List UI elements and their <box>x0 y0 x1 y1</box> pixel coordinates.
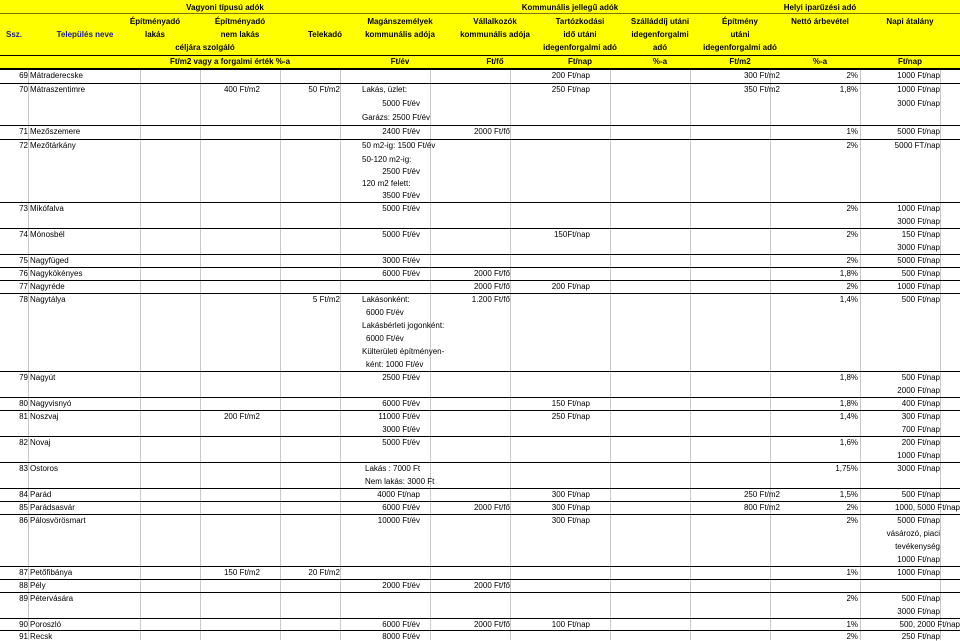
table-cell: 50-120 m2-ig: <box>362 155 412 164</box>
table-cell: 2000 Ft/fő <box>473 581 510 590</box>
table-cell: 700 Ft/nap <box>901 425 940 434</box>
header-band <box>0 0 960 68</box>
table-cell: Petőfibánya <box>30 568 73 577</box>
table-cell: Nagyfüged <box>30 256 69 265</box>
table-cell: 1,4% <box>839 412 858 421</box>
column-rule <box>28 68 29 640</box>
column-header: Tartózkodási <box>555 17 605 26</box>
table-cell: 2% <box>846 503 858 512</box>
column-header-sub: céljára szolgáló <box>175 43 235 52</box>
table-cell: 1000 Ft/nap <box>897 85 940 94</box>
table-cell: 5000 Ft/év <box>382 230 420 239</box>
table-cell: Poroszló <box>30 620 62 629</box>
unit-label: Ft/fő <box>486 57 504 66</box>
table-cell: Lakásbérleti jogonként: <box>362 321 445 330</box>
table-cell: 200 Ft/nap <box>551 282 590 291</box>
table-cell: Mónosbél <box>30 230 65 239</box>
table-cell: 5000 Ft/nap <box>897 256 940 265</box>
table-cell: 2% <box>846 204 858 213</box>
table-cell: 3000 Ft/nap <box>897 217 940 226</box>
row-rule <box>0 397 960 398</box>
table-cell: 2000 Ft/év <box>382 581 420 590</box>
table-cell: 5 Ft/m2 <box>312 295 340 304</box>
column-rule <box>510 68 511 640</box>
column-header: Építményadó <box>214 17 266 26</box>
column-header: Építményadó <box>129 17 181 26</box>
table-cell: 3000 Ft/nap <box>897 243 940 252</box>
column-rule <box>610 68 611 640</box>
table-cell: 75 <box>19 256 28 265</box>
table-cell: 2% <box>846 594 858 603</box>
column-header: kommunális adója <box>460 30 530 39</box>
table-cell: 2% <box>846 632 858 641</box>
header-divider <box>0 13 960 14</box>
table-cell: Nagyvisnyó <box>30 399 72 408</box>
column-header: idegenforgalmi adó <box>703 43 777 52</box>
table-cell: 100 Ft/nap <box>551 620 590 629</box>
table-cell: 2500 Ft/év <box>382 373 420 382</box>
unit-label: Ft/m2 vagy a forgalmi érték %-a <box>169 57 291 66</box>
table-cell: 150Ft/nap <box>553 230 590 239</box>
table-cell: ként: 1000 Ft/év <box>366 360 424 369</box>
table-cell: Mikófalva <box>30 204 64 213</box>
table-cell: 1000, 5000 Ft/nap <box>895 503 960 512</box>
table-cell: Parádsasvár <box>30 503 75 512</box>
table-cell: 80 <box>19 399 28 408</box>
table-cell: Lakás, üzlet: <box>362 85 407 94</box>
table-cell: vásározó, piaci <box>886 529 940 538</box>
table-cell: Ostoros <box>30 464 59 473</box>
row-rule <box>0 566 960 567</box>
table-cell: 2% <box>846 230 858 239</box>
table-cell: 120 m2 felett: <box>362 179 411 188</box>
table-cell: 1% <box>846 127 858 136</box>
table-cell: Recsk <box>30 632 53 641</box>
table-cell: tevékenység <box>895 542 940 551</box>
table-cell: 800 Ft/m2 <box>743 503 780 512</box>
column-header: Vállalkozók <box>473 17 517 26</box>
column-header: idő utáni <box>563 30 597 39</box>
column-header: Ssz. <box>5 30 22 39</box>
table-cell: 2% <box>846 141 858 150</box>
table-cell: 85 <box>19 503 28 512</box>
row-rule <box>0 579 960 580</box>
table-cell: 1,4% <box>839 295 858 304</box>
table-cell: Pétervására <box>30 594 74 603</box>
column-rule <box>200 68 201 640</box>
table-cell: 3000 Ft/nap <box>897 464 940 473</box>
table-cell: 3000 Ft/év <box>382 425 420 434</box>
row-rule <box>0 630 960 631</box>
row-rule <box>0 293 960 294</box>
row-rule <box>0 69 960 70</box>
row-rule <box>0 514 960 515</box>
table-cell: Parád <box>30 490 52 499</box>
table-cell: 2% <box>846 71 858 80</box>
table-cell: 1,8% <box>839 399 858 408</box>
table-cell: 2000 Ft/fő <box>473 127 510 136</box>
table-cell: 250 Ft/m2 <box>743 490 780 499</box>
table-cell: 1000 Ft/nap <box>897 555 940 564</box>
table-cell: 1,5% <box>839 490 858 499</box>
column-header: kommunális adója <box>365 30 435 39</box>
table-cell: Nagykökényes <box>30 269 83 278</box>
unit-label: Ft/nap <box>898 57 922 66</box>
unit-label: Ft/m2 <box>729 57 751 66</box>
table-cell: Nagytálya <box>30 295 66 304</box>
column-header: nem lakás <box>220 30 260 39</box>
table-cell: 2000 Ft/nap <box>897 386 940 395</box>
table-cell: 72 <box>19 141 28 150</box>
column-header: Telekadó <box>307 30 343 39</box>
table-cell: 6000 Ft/év <box>366 308 404 317</box>
table-cell: 1000 Ft/nap <box>897 204 940 213</box>
table-cell: 1,8% <box>839 373 858 382</box>
column-rule <box>140 68 141 640</box>
table-cell: Külterületi építményen- <box>362 347 445 356</box>
table-cell: 1000 Ft/nap <box>897 71 940 80</box>
table-cell: 69 <box>19 71 28 80</box>
table-cell: 2000 Ft/fő <box>473 282 510 291</box>
table-cell: 10000 Ft/év <box>377 516 420 525</box>
table-cell: 200 Ft/m2 <box>223 412 260 421</box>
table-cell: 350 Ft/m2 <box>743 85 780 94</box>
table-cell: 500, 2000 Ft/nap <box>899 620 960 629</box>
table-cell: 200 Ft/nap <box>551 71 590 80</box>
table-cell: 2% <box>846 282 858 291</box>
row-rule <box>0 83 960 84</box>
table-cell: 500 Ft/nap <box>901 295 940 304</box>
table-cell: 3500 Ft/év <box>382 191 420 200</box>
column-rule <box>770 68 771 640</box>
table-cell: 300 Ft/nap <box>551 490 590 499</box>
table-cell: Novaj <box>30 438 51 447</box>
row-rule <box>0 202 960 203</box>
table-cell: 1000 Ft/nap <box>897 282 940 291</box>
table-cell: 91 <box>19 632 28 641</box>
column-header: lakás <box>144 30 166 39</box>
table-cell: 500 Ft/nap <box>901 490 940 499</box>
table-cell: 400 Ft/m2 <box>223 85 260 94</box>
column-rule <box>340 68 341 640</box>
table-cell: Noszvaj <box>30 412 59 421</box>
column-rule <box>280 68 281 640</box>
table-cell: 5000 Ft/nap <box>897 516 940 525</box>
table-cell: 1% <box>846 568 858 577</box>
row-rule <box>0 462 960 463</box>
table-cell: 2000 Ft/fő <box>473 503 510 512</box>
column-header: Építmény <box>721 17 758 26</box>
table-cell: 78 <box>19 295 28 304</box>
table-cell: 1.200 Ft/fő <box>471 295 510 304</box>
table-cell: 5000 Ft/év <box>382 204 420 213</box>
table-cell: 86 <box>19 516 28 525</box>
table-cell: 5000 Ft/év <box>382 99 420 108</box>
table-cell: 50 m2-ig: 1500 Ft/év <box>362 141 436 150</box>
row-rule <box>0 410 960 411</box>
row-rule <box>0 254 960 255</box>
table-cell: 2400 Ft/év <box>382 127 420 136</box>
table-cell: 2000 Ft/fő <box>473 620 510 629</box>
table-cell: 83 <box>19 464 28 473</box>
table-cell: 1,8% <box>839 269 858 278</box>
table-cell: 300 Ft/nap <box>551 503 590 512</box>
table-cell: Nem lakás: 3000 Ft <box>365 477 435 486</box>
table-cell: 250 Ft/nap <box>551 412 590 421</box>
table-cell: 20 Ft/m2 <box>308 568 340 577</box>
column-rule <box>940 68 941 640</box>
table-cell: 82 <box>19 438 28 447</box>
table-cell: 89 <box>19 594 28 603</box>
table-cell: 50 Ft/m2 <box>308 85 340 94</box>
table-cell: 5000 FT/nap <box>894 141 940 150</box>
column-header: Nettó árbevétel <box>791 17 849 26</box>
row-rule <box>0 228 960 229</box>
table-cell: 6000 Ft/év <box>382 620 420 629</box>
table-cell: 76 <box>19 269 28 278</box>
table-cell: Pálosvörösmart <box>30 516 86 525</box>
table-cell: 1% <box>846 620 858 629</box>
table-cell: 2000 Ft/fő <box>473 269 510 278</box>
table-cell: 88 <box>19 581 28 590</box>
table-cell: 1000 Ft/nap <box>897 568 940 577</box>
table-cell: 71 <box>19 127 28 136</box>
table-cell: 300 Ft/nap <box>901 412 940 421</box>
column-header: Napi átalány <box>886 17 934 26</box>
table-cell: 300 Ft/nap <box>551 516 590 525</box>
column-header: adó <box>652 43 668 52</box>
table-cell: 79 <box>19 373 28 382</box>
row-rule <box>0 436 960 437</box>
column-header: idegenforgalmi <box>631 30 689 39</box>
table-cell: 6000 Ft/év <box>382 503 420 512</box>
table-cell: 6000 Ft/év <box>382 269 420 278</box>
table-cell: 70 <box>19 85 28 94</box>
header-group-title: Kommunális jellegű adók <box>521 3 619 12</box>
row-rule <box>0 592 960 593</box>
table-cell: 81 <box>19 412 28 421</box>
table-cell: Mátraszentimre <box>30 85 86 94</box>
table-cell: 6000 Ft/év <box>366 334 404 343</box>
header-group-title: Vagyoni típusú adók <box>186 3 264 12</box>
table-cell: Lakás : 7000 Ft <box>365 464 421 473</box>
table-cell: 4000 Ft/nap <box>377 490 420 499</box>
table-cell: 1000 Ft/nap <box>897 451 940 460</box>
table-cell: 5000 Ft/év <box>382 438 420 447</box>
table-cell: Pély <box>30 581 46 590</box>
row-rule <box>0 267 960 268</box>
table-cell: 1,75% <box>835 464 858 473</box>
table-cell: 300 Ft/m2 <box>743 71 780 80</box>
table-cell: 87 <box>19 568 28 577</box>
table-cell: 1,6% <box>839 438 858 447</box>
table-cell: 150 Ft/nap <box>901 230 940 239</box>
table-cell: Mezőszemere <box>30 127 81 136</box>
table-cell: 150 Ft/nap <box>551 399 590 408</box>
table-cell: Garázs: 2500 Ft/év <box>362 113 431 122</box>
table-cell: 3000 Ft/nap <box>897 607 940 616</box>
unit-label: Ft/év <box>390 57 410 66</box>
unit-label: Ft/nap <box>568 57 592 66</box>
row-rule <box>0 501 960 502</box>
column-header: Település neve <box>56 30 114 39</box>
table-cell: 2500 Ft/év <box>382 167 420 176</box>
table-cell: 73 <box>19 204 28 213</box>
row-rule <box>0 371 960 372</box>
table-cell: 400 Ft/nap <box>901 399 940 408</box>
table-cell: 250 Ft/nap <box>901 632 940 641</box>
table-cell: Lakásonként: <box>362 295 410 304</box>
table-cell: 500 Ft/nap <box>901 373 940 382</box>
table-cell: 8000 Ft/év <box>382 632 420 641</box>
row-rule <box>0 618 960 619</box>
column-header: utáni <box>730 30 750 39</box>
table-cell: 6000 Ft/év <box>382 399 420 408</box>
row-rule <box>0 139 960 140</box>
table-cell: 500 Ft/nap <box>901 269 940 278</box>
table-cell: 250 Ft/nap <box>551 85 590 94</box>
header-group-title: Helyi iparűzési adó <box>783 3 857 12</box>
row-rule <box>0 488 960 489</box>
row-rule <box>0 280 960 281</box>
table-cell: 11000 Ft/év <box>378 412 420 421</box>
unit-label: %-a <box>812 57 828 66</box>
column-header: idegenforgalmi adó <box>543 43 617 52</box>
column-header: Magánszemélyek <box>367 17 433 26</box>
table-cell: 90 <box>19 620 28 629</box>
table-cell: 500 Ft/nap <box>901 594 940 603</box>
row-rule <box>0 125 960 126</box>
table-cell: 74 <box>19 230 28 239</box>
table-cell: 150 Ft/m2 <box>223 568 260 577</box>
table-cell: Mezőtárkány <box>30 141 76 150</box>
table-cell: Nagyút <box>30 373 56 382</box>
table-cell: Mátraderecske <box>30 71 83 80</box>
unit-label: %-a <box>652 57 668 66</box>
table-cell: 5000 Ft/nap <box>897 127 940 136</box>
table-cell: 3000 Ft/év <box>382 256 420 265</box>
column-rule <box>690 68 691 640</box>
column-header: Szálláddíj utáni <box>630 17 690 26</box>
table-cell: Nagyréde <box>30 282 65 291</box>
table-cell: 2% <box>846 256 858 265</box>
table-cell: 200 Ft/nap <box>901 438 940 447</box>
units-divider <box>0 55 960 56</box>
table-cell: 2% <box>846 516 858 525</box>
table-cell: 84 <box>19 490 28 499</box>
table-cell: 77 <box>19 282 28 291</box>
table-cell: 1,8% <box>839 85 858 94</box>
table-cell: 3000 Ft/nap <box>897 99 940 108</box>
